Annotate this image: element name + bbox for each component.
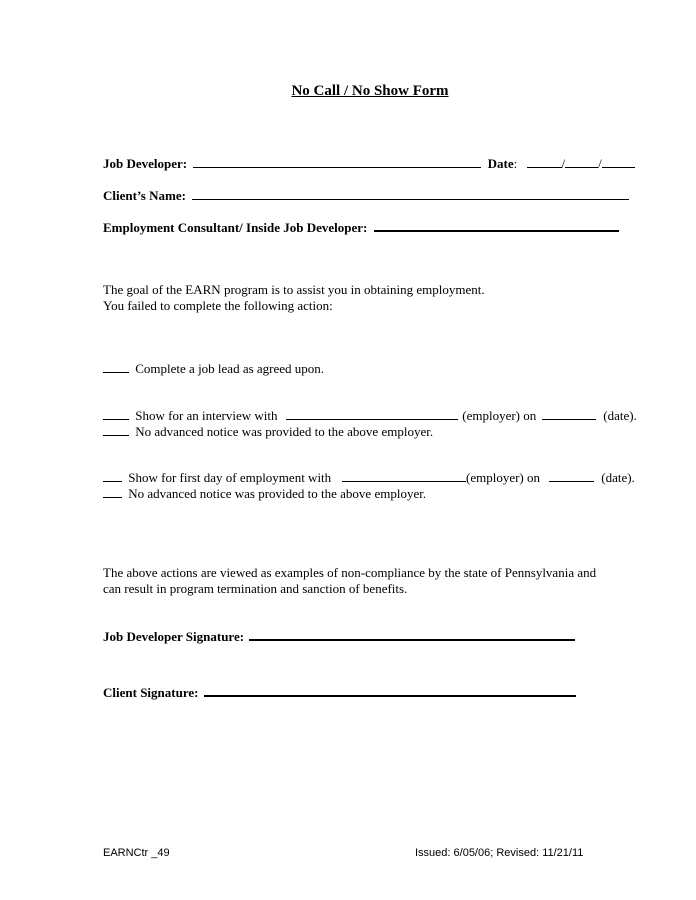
job-developer-signature-label: Job Developer Signature <box>103 629 240 644</box>
clients-name-label: Client’s Name: <box>103 188 186 203</box>
job-developer-signature-colon: : <box>239 629 245 644</box>
date-year-field[interactable] <box>602 156 635 168</box>
client-signature-label: Client Signature <box>103 685 195 700</box>
clients-name-row <box>103 188 629 204</box>
first-day-prefix-text: Show for first day of employment with <box>128 470 332 485</box>
date-slash-1: / <box>561 156 566 171</box>
interview-check-field[interactable] <box>103 408 129 420</box>
employment-consultant-field[interactable] <box>374 219 619 232</box>
client-signature-row <box>103 684 576 701</box>
first-day-notice-check-field[interactable] <box>103 486 122 498</box>
compliance-line-1: The above actions are viewed as examples of non-compliance by the state of Pennsylvania and <box>103 565 597 580</box>
date-slash-2: / <box>598 156 602 171</box>
form-title: No Call / No Show Form <box>291 83 449 99</box>
action-first-day-row <box>103 470 635 486</box>
first-day-check-field[interactable] <box>103 470 122 482</box>
job-developer-row <box>103 156 635 172</box>
intro-line-2: You failed to complete the following action: <box>103 298 333 313</box>
interview-date-field[interactable] <box>542 408 596 420</box>
interview-employer-text: (employer) on <box>462 408 537 423</box>
interview-date-text: (date). <box>603 408 637 423</box>
first-day-notice-row <box>103 486 426 502</box>
first-day-date-text: (date). <box>601 470 635 485</box>
job-developer-signature-row <box>103 628 575 645</box>
job-developer-signature-field[interactable] <box>249 628 575 641</box>
interview-notice-check-field[interactable] <box>103 424 129 436</box>
date-colon: : <box>513 156 518 171</box>
job-developer-field[interactable] <box>193 156 481 168</box>
client-signature-colon: : <box>194 685 199 700</box>
job-lead-text: Complete a job lead as agreed upon. <box>135 361 325 376</box>
date-month-field[interactable] <box>527 156 562 168</box>
interview-notice-text: No advanced notice was provided to the above employer. <box>135 424 434 439</box>
action-job-lead-row <box>103 361 324 377</box>
client-signature-field[interactable] <box>204 684 576 697</box>
action-interview-row <box>103 408 635 424</box>
date-day-field[interactable] <box>565 156 598 168</box>
date-label: Date <box>487 156 514 171</box>
intro-line-1: The goal of the EARN program is to assist you in obtaining employment. <box>103 282 485 297</box>
job-lead-check-field[interactable] <box>103 361 129 373</box>
employment-consultant-row <box>103 219 619 236</box>
first-day-employer-text: (employer) on <box>466 470 541 485</box>
compliance-line-2: can result in program termination and sanction of benefits. <box>103 581 408 596</box>
clients-name-field[interactable] <box>192 188 629 200</box>
first-day-employer-field[interactable] <box>342 470 466 482</box>
first-day-date-field[interactable] <box>549 470 594 482</box>
footer-form-id: EARNCtr _49 <box>103 847 170 859</box>
first-day-notice-text: No advanced notice was provided to the above employer. <box>128 486 427 501</box>
interview-employer-field[interactable] <box>286 408 458 420</box>
footer-issued-revised: Issued: 6/05/06; Revised: 11/21/11 <box>415 847 584 859</box>
job-developer-label: Job Developer: <box>103 156 188 171</box>
employment-consultant-label: Employment Consultant/ Inside Job Developer: <box>103 220 368 235</box>
interview-prefix-text: Show for an interview with <box>135 408 278 423</box>
interview-notice-row <box>103 424 433 440</box>
